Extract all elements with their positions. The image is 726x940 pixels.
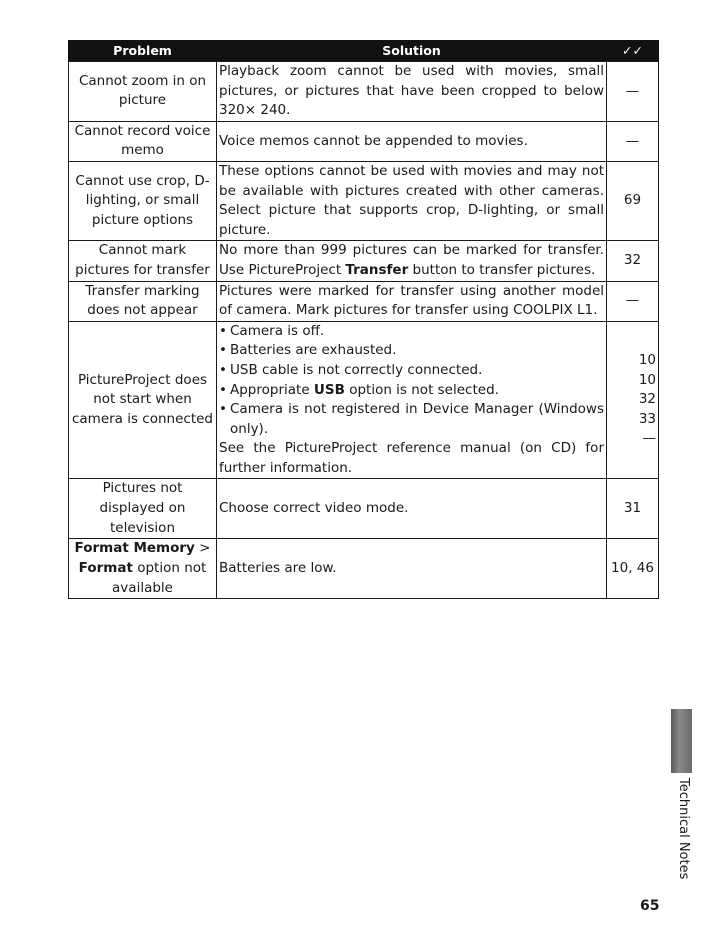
table-row [69,161,659,240]
page-ref-header: ✓✓ [607,40,659,62]
page-ref-cell: 10, 46 [607,539,659,599]
list-item: • Batteries are exhausted. [219,341,604,361]
list-item-text: option is not selected. [344,381,499,398]
solution-header: Solution [217,40,607,62]
solution-cell [217,241,607,281]
reference-note: See the PictureProject reference manual (on CD) for further information. [219,440,604,476]
solution-cell: Voice memos cannot be appended to movies. [217,121,607,161]
problem-header: Problem [69,40,217,62]
table-row [69,241,659,281]
solution-text: button to transfer pictures. [408,261,596,278]
table-row [69,62,659,122]
list-item [219,381,604,401]
solution-cell: Batteries are low. [217,539,607,599]
page-ref: 10 [638,371,656,388]
transfer-button-name: Transfer [345,261,409,278]
table-header-row [69,40,659,62]
page-ref: 33 [638,410,656,427]
table-row [69,121,659,161]
list-item: • USB cable is not correctly connected. [219,361,604,381]
page-ref-cell: — [607,62,659,122]
solution-cell: Pictures were marked for transfer using another model of camera. Mark pictures for transfer using COOLPIX L1. [217,281,607,321]
table-row [69,321,659,479]
page-ref-cell [607,321,659,479]
solution-cell: Choose correct video mode. [217,479,607,539]
page-ref-cell: — [607,281,659,321]
list-item: • Camera is not registered in Device Manager (Windows only). [219,400,604,439]
problem-cell: Cannot use crop, D-lighting, or small picture options [69,161,217,240]
list-item-text: Appropriate [230,381,314,398]
table-row [69,479,659,539]
problem-cell: PictureProject does not start when camera is connected [69,321,217,479]
solution-text: No more than 999 pictures can be marked for transfer. Use PictureProject [219,242,604,278]
page-ref-cell: — [607,121,659,161]
problem-cell: Cannot mark pictures for transfer [69,241,217,281]
menu-name: Format Memory [74,540,195,557]
page-ref-cell: 32 [607,241,659,281]
problem-cell: Pictures not displayed on television [69,479,217,539]
page-ref-cell: 69 [607,161,659,240]
problem-cell: Cannot zoom in on picture [69,62,217,122]
problem-cell: Cannot record voice memo [69,121,217,161]
option-name: Format [78,559,133,576]
problem-cell: Transfer marking does not appear [69,281,217,321]
table-row [69,539,659,599]
page-ref: — [642,430,656,447]
page-ref-cell: 31 [607,479,659,539]
section-tab-label: Technical Notes [676,778,691,880]
page-ref: 32 [638,391,656,408]
table-row [69,281,659,321]
page-ref: 10 [638,352,656,369]
cause-list [219,322,604,440]
solution-cell: Playback zoom cannot be used with movies, small pictures, or pictures that have been cropped to below 320× 240. [217,62,607,122]
solution-cell [217,321,607,479]
list-item: • Camera is off. [219,322,604,342]
menu-separator: > [194,540,211,557]
page-number: 65 [640,898,660,914]
usb-option-name: USB [313,381,345,398]
troubleshooting-table [68,40,659,599]
section-thumb-tab [671,709,692,773]
solution-cell: These options cannot be used with movies and may not be available with pictures created with other cameras. Select picture that supports crop, D-lighting, or small picture. [217,161,607,240]
problem-text: option not available [112,559,207,596]
problem-cell [69,539,217,599]
